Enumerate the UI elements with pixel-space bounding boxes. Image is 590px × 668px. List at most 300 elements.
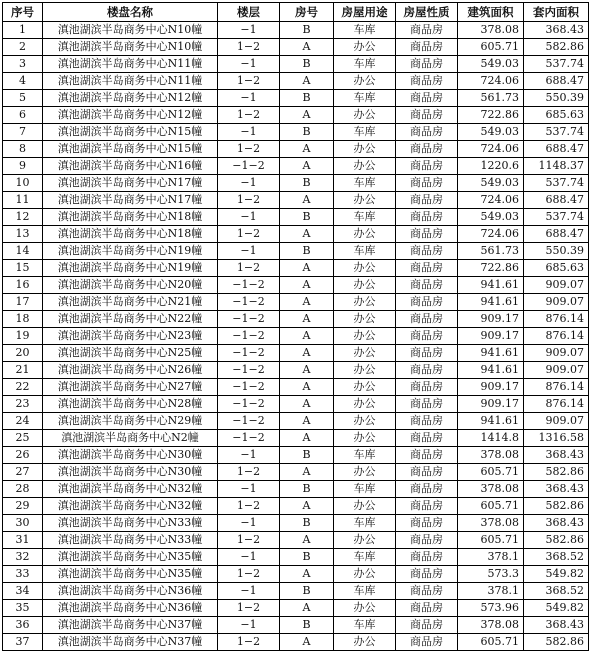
- cell-floor: −1−2: [218, 379, 280, 396]
- cell-index: 28: [3, 481, 43, 498]
- cell-net-area: 688.47: [524, 192, 589, 209]
- cell-floor: −1−2: [218, 311, 280, 328]
- table-row: [3, 39, 589, 56]
- cell-gross-area: 941.61: [458, 362, 524, 379]
- table-row: [3, 226, 589, 243]
- cell-net-area: 909.07: [524, 362, 589, 379]
- cell-floor: −1: [218, 447, 280, 464]
- cell-property-name: 滇池湖滨半岛商务中心N16幢: [43, 158, 218, 175]
- cell-nature: 商品房: [396, 464, 458, 481]
- cell-usage: 办公: [334, 634, 396, 651]
- cell-nature: 商品房: [396, 362, 458, 379]
- cell-gross-area: 724.06: [458, 192, 524, 209]
- cell-index: 25: [3, 430, 43, 447]
- cell-index: 8: [3, 141, 43, 158]
- cell-floor: −1−2: [218, 396, 280, 413]
- cell-nature: 商品房: [396, 141, 458, 158]
- table-row: [3, 124, 589, 141]
- table-row: [3, 396, 589, 413]
- cell-net-area: 368.43: [524, 447, 589, 464]
- cell-net-area: 537.74: [524, 175, 589, 192]
- cell-unit-number: B: [280, 583, 334, 600]
- cell-usage: 办公: [334, 39, 396, 56]
- cell-gross-area: 724.06: [458, 141, 524, 158]
- cell-unit-number: A: [280, 158, 334, 175]
- cell-gross-area: 941.61: [458, 294, 524, 311]
- cell-net-area: 582.86: [524, 634, 589, 651]
- table-row: [3, 447, 589, 464]
- header-row: [3, 3, 589, 22]
- cell-gross-area: 549.03: [458, 209, 524, 226]
- cell-nature: 商品房: [396, 107, 458, 124]
- cell-usage: 车库: [334, 90, 396, 107]
- cell-unit-number: A: [280, 464, 334, 481]
- cell-floor: 1−2: [218, 73, 280, 90]
- property-table-container: [2, 2, 589, 651]
- cell-unit-number: A: [280, 107, 334, 124]
- table-row: [3, 22, 589, 39]
- cell-usage: 车库: [334, 243, 396, 260]
- cell-net-area: 1148.37: [524, 158, 589, 175]
- cell-gross-area: 378.1: [458, 583, 524, 600]
- cell-gross-area: 605.71: [458, 498, 524, 515]
- cell-nature: 商品房: [396, 532, 458, 549]
- header-unit-number: 房号: [280, 3, 334, 22]
- cell-unit-number: A: [280, 396, 334, 413]
- cell-gross-area: 1414.8: [458, 430, 524, 447]
- cell-gross-area: 724.06: [458, 226, 524, 243]
- cell-property-name: 滇池湖滨半岛商务中心N21幢: [43, 294, 218, 311]
- cell-index: 23: [3, 396, 43, 413]
- cell-index: 27: [3, 464, 43, 481]
- cell-net-area: 537.74: [524, 209, 589, 226]
- cell-nature: 商品房: [396, 22, 458, 39]
- cell-property-name: 滇池湖滨半岛商务中心N20幢: [43, 277, 218, 294]
- cell-usage: 办公: [334, 498, 396, 515]
- cell-usage: 办公: [334, 600, 396, 617]
- cell-net-area: 909.07: [524, 277, 589, 294]
- cell-unit-number: B: [280, 56, 334, 73]
- cell-usage: 办公: [334, 294, 396, 311]
- header-index: 序号: [3, 3, 43, 22]
- cell-floor: −1−2: [218, 362, 280, 379]
- cell-property-name: 滇池湖滨半岛商务中心N30幢: [43, 464, 218, 481]
- table-row: [3, 90, 589, 107]
- cell-nature: 商品房: [396, 243, 458, 260]
- cell-gross-area: 722.86: [458, 107, 524, 124]
- cell-gross-area: 573.96: [458, 600, 524, 617]
- cell-nature: 商品房: [396, 175, 458, 192]
- table-row: [3, 430, 589, 447]
- cell-usage: 办公: [334, 413, 396, 430]
- table-row: [3, 260, 589, 277]
- cell-net-area: 688.47: [524, 73, 589, 90]
- cell-net-area: 537.74: [524, 124, 589, 141]
- cell-nature: 商品房: [396, 430, 458, 447]
- header-gross-area: 建筑面积: [458, 3, 524, 22]
- cell-nature: 商品房: [396, 345, 458, 362]
- cell-nature: 商品房: [396, 192, 458, 209]
- table-row: [3, 56, 589, 73]
- cell-gross-area: 909.17: [458, 396, 524, 413]
- cell-gross-area: 549.03: [458, 175, 524, 192]
- cell-property-name: 滇池湖滨半岛商务中心N33幢: [43, 532, 218, 549]
- cell-index: 2: [3, 39, 43, 56]
- cell-net-area: 549.82: [524, 566, 589, 583]
- header-net-area: 套内面积: [524, 3, 589, 22]
- cell-nature: 商品房: [396, 56, 458, 73]
- table-row: [3, 413, 589, 430]
- cell-floor: −1: [218, 243, 280, 260]
- cell-unit-number: A: [280, 192, 334, 209]
- table-row: [3, 107, 589, 124]
- cell-unit-number: A: [280, 413, 334, 430]
- cell-usage: 办公: [334, 566, 396, 583]
- cell-gross-area: 941.61: [458, 345, 524, 362]
- cell-nature: 商品房: [396, 158, 458, 175]
- cell-unit-number: B: [280, 124, 334, 141]
- cell-usage: 车库: [334, 481, 396, 498]
- cell-index: 12: [3, 209, 43, 226]
- cell-usage: 办公: [334, 396, 396, 413]
- table-row: [3, 311, 589, 328]
- cell-net-area: 368.43: [524, 481, 589, 498]
- cell-nature: 商品房: [396, 617, 458, 634]
- cell-floor: 1−2: [218, 498, 280, 515]
- cell-gross-area: 909.17: [458, 328, 524, 345]
- cell-property-name: 滇池湖滨半岛商务中心N12幢: [43, 107, 218, 124]
- cell-property-name: 滇池湖滨半岛商务中心N2幢: [43, 430, 218, 447]
- cell-property-name: 滇池湖滨半岛商务中心N32幢: [43, 481, 218, 498]
- cell-index: 6: [3, 107, 43, 124]
- cell-index: 21: [3, 362, 43, 379]
- cell-net-area: 368.43: [524, 22, 589, 39]
- cell-property-name: 滇池湖滨半岛商务中心N33幢: [43, 515, 218, 532]
- table-row: [3, 294, 589, 311]
- header-property-name: 楼盘名称: [43, 3, 218, 22]
- cell-unit-number: A: [280, 634, 334, 651]
- cell-property-name: 滇池湖滨半岛商务中心N18幢: [43, 209, 218, 226]
- cell-nature: 商品房: [396, 549, 458, 566]
- cell-nature: 商品房: [396, 379, 458, 396]
- table-row: [3, 566, 589, 583]
- cell-gross-area: 378.08: [458, 22, 524, 39]
- cell-floor: −1: [218, 549, 280, 566]
- cell-unit-number: A: [280, 294, 334, 311]
- cell-nature: 商品房: [396, 481, 458, 498]
- table-row: [3, 379, 589, 396]
- cell-net-area: 550.39: [524, 243, 589, 260]
- cell-usage: 车库: [334, 617, 396, 634]
- cell-gross-area: 941.61: [458, 277, 524, 294]
- cell-index: 1: [3, 22, 43, 39]
- cell-gross-area: 909.17: [458, 379, 524, 396]
- cell-unit-number: A: [280, 600, 334, 617]
- cell-usage: 车库: [334, 549, 396, 566]
- cell-unit-number: A: [280, 141, 334, 158]
- cell-index: 18: [3, 311, 43, 328]
- cell-index: 33: [3, 566, 43, 583]
- cell-index: 31: [3, 532, 43, 549]
- cell-unit-number: A: [280, 430, 334, 447]
- cell-gross-area: 573.3: [458, 566, 524, 583]
- cell-net-area: 876.14: [524, 396, 589, 413]
- cell-unit-number: B: [280, 90, 334, 107]
- cell-gross-area: 561.73: [458, 90, 524, 107]
- cell-nature: 商品房: [396, 226, 458, 243]
- cell-usage: 办公: [334, 226, 396, 243]
- cell-index: 7: [3, 124, 43, 141]
- cell-floor: 1−2: [218, 566, 280, 583]
- cell-floor: −1−2: [218, 294, 280, 311]
- cell-floor: 1−2: [218, 634, 280, 651]
- table-row: [3, 209, 589, 226]
- cell-floor: 1−2: [218, 532, 280, 549]
- cell-nature: 商品房: [396, 260, 458, 277]
- cell-nature: 商品房: [396, 447, 458, 464]
- cell-unit-number: B: [280, 243, 334, 260]
- cell-floor: −1−2: [218, 430, 280, 447]
- cell-index: 15: [3, 260, 43, 277]
- cell-net-area: 909.07: [524, 294, 589, 311]
- cell-floor: 1−2: [218, 600, 280, 617]
- cell-unit-number: A: [280, 345, 334, 362]
- cell-property-name: 滇池湖滨半岛商务中心N28幢: [43, 396, 218, 413]
- cell-gross-area: 549.03: [458, 56, 524, 73]
- cell-gross-area: 549.03: [458, 124, 524, 141]
- cell-usage: 车库: [334, 447, 396, 464]
- cell-nature: 商品房: [396, 277, 458, 294]
- cell-unit-number: B: [280, 515, 334, 532]
- cell-usage: 车库: [334, 515, 396, 532]
- cell-index: 22: [3, 379, 43, 396]
- cell-property-name: 滇池湖滨半岛商务中心N22幢: [43, 311, 218, 328]
- cell-index: 35: [3, 600, 43, 617]
- table-row: [3, 634, 589, 651]
- cell-usage: 办公: [334, 430, 396, 447]
- cell-index: 11: [3, 192, 43, 209]
- cell-gross-area: 605.71: [458, 532, 524, 549]
- cell-property-name: 滇池湖滨半岛商务中心N36幢: [43, 600, 218, 617]
- cell-floor: −1−2: [218, 158, 280, 175]
- cell-unit-number: A: [280, 328, 334, 345]
- cell-unit-number: B: [280, 22, 334, 39]
- cell-unit-number: A: [280, 226, 334, 243]
- cell-nature: 商品房: [396, 311, 458, 328]
- table-row: [3, 175, 589, 192]
- table-body: [3, 22, 589, 651]
- table-row: [3, 141, 589, 158]
- cell-property-name: 滇池湖滨半岛商务中心N11幢: [43, 56, 218, 73]
- cell-net-area: 582.86: [524, 39, 589, 56]
- cell-nature: 商品房: [396, 73, 458, 90]
- cell-unit-number: B: [280, 209, 334, 226]
- cell-index: 30: [3, 515, 43, 532]
- cell-unit-number: A: [280, 311, 334, 328]
- cell-usage: 车库: [334, 22, 396, 39]
- cell-nature: 商品房: [396, 294, 458, 311]
- table-row: [3, 73, 589, 90]
- cell-gross-area: 378.08: [458, 617, 524, 634]
- cell-usage: 办公: [334, 532, 396, 549]
- cell-index: 26: [3, 447, 43, 464]
- cell-floor: 1−2: [218, 192, 280, 209]
- cell-floor: −1: [218, 515, 280, 532]
- cell-floor: −1: [218, 617, 280, 634]
- cell-property-name: 滇池湖滨半岛商务中心N17幢: [43, 192, 218, 209]
- cell-property-name: 滇池湖滨半岛商务中心N12幢: [43, 90, 218, 107]
- table-row: [3, 328, 589, 345]
- cell-net-area: 549.82: [524, 600, 589, 617]
- cell-net-area: 550.39: [524, 90, 589, 107]
- cell-property-name: 滇池湖滨半岛商务中心N19幢: [43, 243, 218, 260]
- cell-usage: 办公: [334, 192, 396, 209]
- header-usage: 房屋用途: [334, 3, 396, 22]
- table-row: [3, 345, 589, 362]
- cell-floor: 1−2: [218, 260, 280, 277]
- cell-property-name: 滇池湖滨半岛商务中心N23幢: [43, 328, 218, 345]
- cell-net-area: 368.43: [524, 515, 589, 532]
- table-row: [3, 277, 589, 294]
- cell-property-name: 滇池湖滨半岛商务中心N17幢: [43, 175, 218, 192]
- cell-nature: 商品房: [396, 90, 458, 107]
- cell-unit-number: A: [280, 498, 334, 515]
- cell-index: 37: [3, 634, 43, 651]
- cell-usage: 车库: [334, 124, 396, 141]
- cell-index: 34: [3, 583, 43, 600]
- cell-floor: 1−2: [218, 464, 280, 481]
- cell-net-area: 582.86: [524, 532, 589, 549]
- cell-usage: 办公: [334, 464, 396, 481]
- cell-floor: 1−2: [218, 107, 280, 124]
- cell-nature: 商品房: [396, 515, 458, 532]
- cell-floor: −1−2: [218, 345, 280, 362]
- cell-floor: −1: [218, 583, 280, 600]
- cell-nature: 商品房: [396, 634, 458, 651]
- cell-usage: 办公: [334, 107, 396, 124]
- cell-nature: 商品房: [396, 566, 458, 583]
- cell-net-area: 368.43: [524, 617, 589, 634]
- cell-gross-area: 378.08: [458, 481, 524, 498]
- cell-unit-number: B: [280, 175, 334, 192]
- cell-gross-area: 605.71: [458, 39, 524, 56]
- cell-unit-number: A: [280, 379, 334, 396]
- cell-property-name: 滇池湖滨半岛商务中心N15幢: [43, 124, 218, 141]
- cell-net-area: 685.63: [524, 107, 589, 124]
- cell-floor: 1−2: [218, 39, 280, 56]
- cell-floor: −1−2: [218, 413, 280, 430]
- cell-usage: 车库: [334, 583, 396, 600]
- cell-net-area: 876.14: [524, 379, 589, 396]
- cell-floor: 1−2: [218, 141, 280, 158]
- cell-floor: −1: [218, 175, 280, 192]
- cell-index: 17: [3, 294, 43, 311]
- cell-floor: 1−2: [218, 226, 280, 243]
- cell-net-area: 876.14: [524, 311, 589, 328]
- table-row: [3, 243, 589, 260]
- cell-usage: 办公: [334, 362, 396, 379]
- cell-property-name: 滇池湖滨半岛商务中心N36幢: [43, 583, 218, 600]
- cell-property-name: 滇池湖滨半岛商务中心N19幢: [43, 260, 218, 277]
- cell-index: 36: [3, 617, 43, 634]
- cell-unit-number: A: [280, 532, 334, 549]
- cell-property-name: 滇池湖滨半岛商务中心N11幢: [43, 73, 218, 90]
- cell-property-name: 滇池湖滨半岛商务中心N29幢: [43, 413, 218, 430]
- cell-usage: 办公: [334, 158, 396, 175]
- cell-usage: 车库: [334, 175, 396, 192]
- table-row: [3, 583, 589, 600]
- property-table: [2, 2, 589, 651]
- cell-property-name: 滇池湖滨半岛商务中心N15幢: [43, 141, 218, 158]
- table-row: [3, 362, 589, 379]
- cell-index: 4: [3, 73, 43, 90]
- cell-net-area: 909.07: [524, 345, 589, 362]
- cell-net-area: 876.14: [524, 328, 589, 345]
- table-row: [3, 464, 589, 481]
- cell-gross-area: 561.73: [458, 243, 524, 260]
- cell-nature: 商品房: [396, 583, 458, 600]
- cell-floor: −1: [218, 56, 280, 73]
- cell-unit-number: B: [280, 549, 334, 566]
- cell-unit-number: A: [280, 73, 334, 90]
- cell-index: 3: [3, 56, 43, 73]
- cell-floor: −1−2: [218, 328, 280, 345]
- cell-net-area: 537.74: [524, 56, 589, 73]
- cell-index: 16: [3, 277, 43, 294]
- cell-floor: −1−2: [218, 277, 280, 294]
- cell-gross-area: 605.71: [458, 464, 524, 481]
- header-floor: 楼层: [218, 3, 280, 22]
- cell-usage: 车库: [334, 209, 396, 226]
- cell-property-name: 滇池湖滨半岛商务中心N37幢: [43, 617, 218, 634]
- cell-property-name: 滇池湖滨半岛商务中心N27幢: [43, 379, 218, 396]
- cell-unit-number: A: [280, 566, 334, 583]
- cell-net-area: 368.52: [524, 583, 589, 600]
- cell-nature: 商品房: [396, 413, 458, 430]
- cell-nature: 商品房: [396, 328, 458, 345]
- cell-property-name: 滇池湖滨半岛商务中心N30幢: [43, 447, 218, 464]
- cell-net-area: 688.47: [524, 141, 589, 158]
- cell-gross-area: 1220.6: [458, 158, 524, 175]
- cell-net-area: 685.63: [524, 260, 589, 277]
- cell-usage: 办公: [334, 345, 396, 362]
- cell-index: 24: [3, 413, 43, 430]
- cell-unit-number: A: [280, 260, 334, 277]
- cell-property-name: 滇池湖滨半岛商务中心N10幢: [43, 39, 218, 56]
- cell-usage: 办公: [334, 311, 396, 328]
- cell-property-name: 滇池湖滨半岛商务中心N10幢: [43, 22, 218, 39]
- cell-gross-area: 378.08: [458, 515, 524, 532]
- table-row: [3, 532, 589, 549]
- cell-property-name: 滇池湖滨半岛商务中心N25幢: [43, 345, 218, 362]
- cell-nature: 商品房: [396, 124, 458, 141]
- cell-property-name: 滇池湖滨半岛商务中心N32幢: [43, 498, 218, 515]
- table-row: [3, 617, 589, 634]
- cell-index: 9: [3, 158, 43, 175]
- cell-index: 20: [3, 345, 43, 362]
- cell-usage: 办公: [334, 379, 396, 396]
- table-row: [3, 515, 589, 532]
- cell-usage: 车库: [334, 56, 396, 73]
- cell-usage: 办公: [334, 260, 396, 277]
- table-row: [3, 549, 589, 566]
- cell-gross-area: 724.06: [458, 73, 524, 90]
- cell-index: 29: [3, 498, 43, 515]
- cell-index: 32: [3, 549, 43, 566]
- cell-net-area: 688.47: [524, 226, 589, 243]
- cell-floor: −1: [218, 124, 280, 141]
- cell-nature: 商品房: [396, 396, 458, 413]
